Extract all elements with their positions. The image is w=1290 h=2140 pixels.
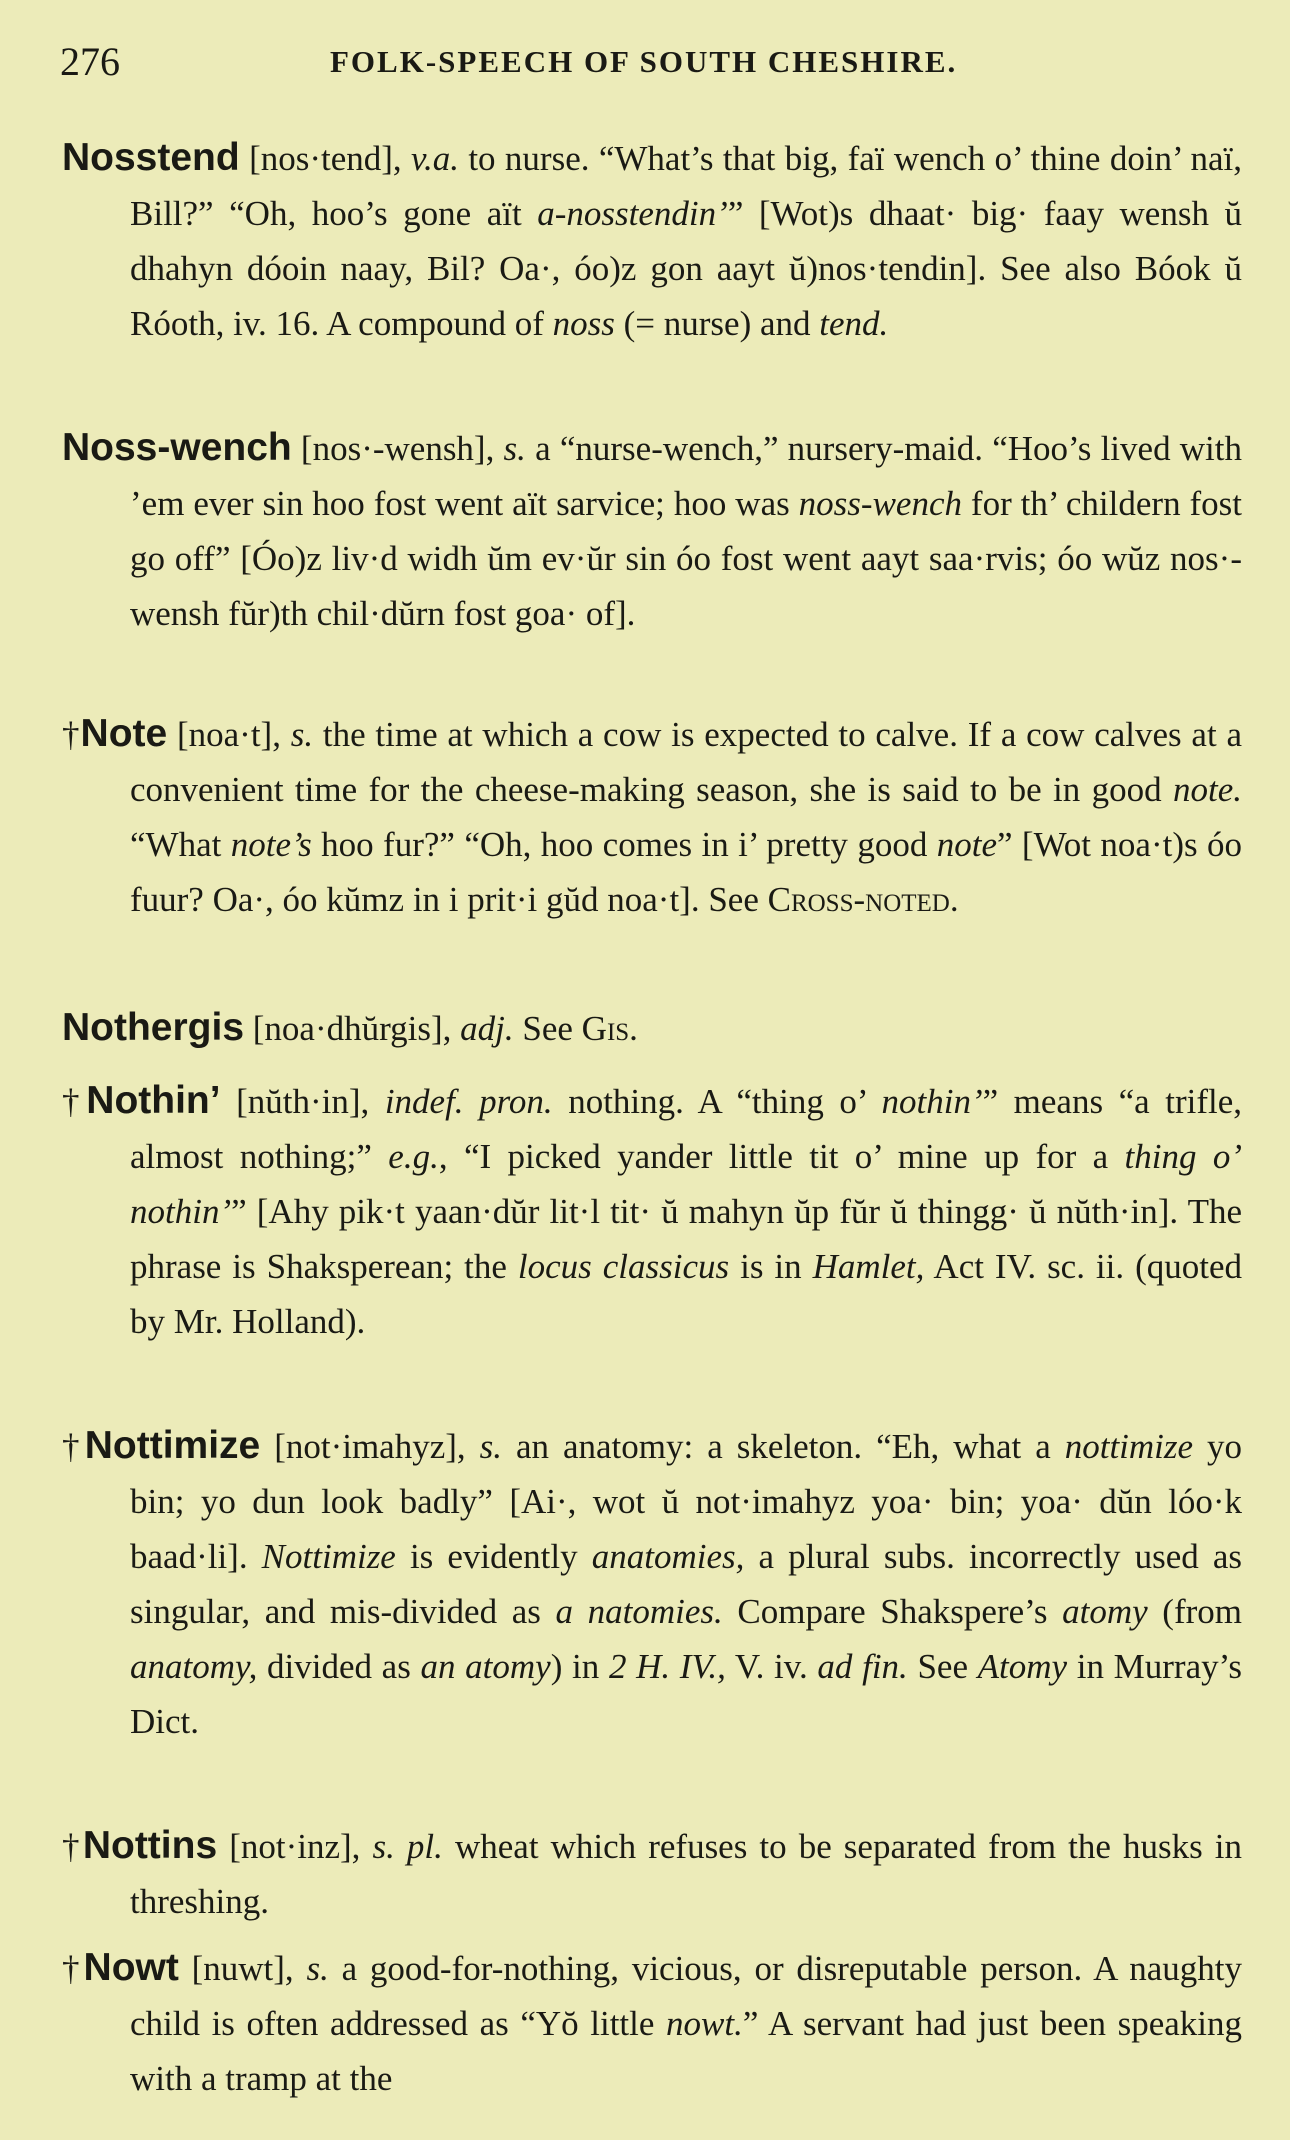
dictionary-entry-nothin [62, 1073, 1242, 1349]
entry-text: ” [Ahy pik·t yaan·dŭr lit·l tit· ŭ mahyn ŭp fŭr ŭ thingg· ŭ nŭth·in]. The phrase is Shaksperean; the [130, 1192, 1242, 1286]
headword: Nosstend [62, 136, 240, 179]
entry-text-italic: atomy [1062, 1592, 1148, 1631]
dagger-mark: † [62, 715, 81, 754]
entry-text: ” [Wot)s dhaat· big· faay wensh ŭ dhahyn dóoin naay, Bil? Oa·, óo)z gon aayt ŭ)nos·tendin]. See also Bóok ŭ Róoth, iv. 16. A compound of [130, 194, 1243, 343]
entry-text: nothing. A “thing o’ [552, 1082, 882, 1121]
entry-text-italic: a-nosstendin’ [537, 194, 728, 233]
dictionary-entry-nottimize [62, 1418, 1242, 1749]
entry-text: a good-for-nothing, vicious, or disreputable person. A naughty child is often addressed as “Yŏ little [130, 1949, 1243, 2043]
entry-text: a plural subs. incorrectly used as singular, and mis-divided as [130, 1537, 1242, 1631]
entry-text: yo bin; yo dun look badly” [Ai·, wot ŭ not·imahyz yoa· bin; yoa· dŭn lóo·k baad·li]. [130, 1427, 1243, 1576]
entry-text-italic: note [936, 825, 997, 864]
entry-text: wheat which refuses to be separated from the husks in threshing. [130, 1827, 1242, 1921]
entry-text-italic: locus classicus [517, 1247, 730, 1286]
entry-text: is in [729, 1247, 813, 1286]
dagger-mark: † [62, 1427, 85, 1466]
entry-text-italic: noss-wench [798, 484, 962, 523]
entry-text: an anatomy: a skeleton. “Eh, what a [502, 1427, 1065, 1466]
headword: Nottins [82, 1824, 218, 1867]
entry-text: V. iv. [725, 1647, 818, 1686]
entry-text-italic: note. [1172, 770, 1242, 809]
entry-text: [noa·dhŭrgis], [244, 1009, 461, 1048]
entry-text-italic: an atomy [420, 1647, 551, 1686]
page-header [60, 38, 1240, 88]
entry-text-italic: e.g. [388, 1137, 439, 1176]
entry-text: is evidently [395, 1537, 592, 1576]
entry-text-italic: Atomy [977, 1647, 1068, 1686]
entry-text: in Murray’s Dict. [130, 1647, 1242, 1741]
dictionary-entry-nothergis [62, 1000, 1242, 1056]
entry-text: hoo fur?” “Oh, hoo comes in i’ pretty good [311, 825, 937, 864]
entry-text-italic: 2 H. IV., [608, 1647, 726, 1686]
headword: Nowt [83, 1946, 179, 1989]
entry-text: [not·inz], [217, 1827, 373, 1866]
dagger-mark: † [62, 1827, 83, 1866]
entry-text: divided as [257, 1647, 421, 1686]
entry-text-italic: Nottimize [261, 1537, 396, 1576]
entry-text-italic: note’s [230, 825, 312, 864]
entry-text: [nŭth·in], [220, 1082, 385, 1121]
entry-text-italic: a natomies. [555, 1592, 723, 1631]
entry-text: “What [130, 825, 231, 864]
entry-text: to nurse. “What’s that big, faï wench o’ thine doin’ naï, Bill?” “Oh, hoo’s gone aït [130, 139, 1242, 233]
entry-text: , “I picked yander little tit o’ mine up for a [438, 1137, 1125, 1176]
headword: Noss-wench [62, 426, 292, 469]
entry-text-italic: nottimize [1064, 1427, 1194, 1466]
entry-text-italic: tend. [819, 304, 889, 343]
dictionary-entry-nowt [62, 1940, 1242, 2106]
entry-text-italic: anatomy, [130, 1647, 258, 1686]
entry-text: [nos·tend], [239, 139, 412, 178]
entry-text-italic: anatomies, [591, 1537, 745, 1576]
entry-text: [noa·t], [167, 715, 291, 754]
entry-text-italic: ad fin. [817, 1647, 908, 1686]
entry-text: (from [1147, 1592, 1242, 1631]
entry-text-italic: indef. pron. [384, 1082, 553, 1121]
dictionary-entry-nottins [62, 1818, 1242, 1929]
running-title: FOLK-SPEECH OF SOUTH CHESHIRE. [330, 44, 958, 79]
entry-text: a “nurse-wench,” nursery-maid. “Hoo’s lived with ’em ever sin hoo fost went aït sarvice; hoo was [130, 429, 1242, 523]
entry-text-italic: adj. [460, 1009, 514, 1048]
page-number: 276 [60, 39, 120, 84]
entry-text: ” A servant had just been speaking with a tramp at the [130, 2004, 1242, 2098]
entry-text: Compare Shakspere’s [722, 1592, 1063, 1631]
entry-text: See [513, 1009, 582, 1048]
entry-text-italic: s. [306, 1949, 329, 1988]
entry-text-italic: s. [479, 1427, 503, 1466]
dagger-mark: † [62, 1949, 84, 1988]
headword: Nothin’ [86, 1079, 221, 1122]
cross-reference: Cross-noted. [767, 880, 959, 919]
headword: Nothergis [62, 1006, 245, 1049]
entry-text: [not·imahyz], [260, 1427, 480, 1466]
entry-text-italic: thing o’ nothin’ [130, 1137, 1243, 1231]
entry-text: ” [Wot noa·t)s óo fuur? Oa·, óo kŭmz in i prit·i gŭd noa·t]. See [130, 825, 1243, 919]
dagger-mark: † [62, 1082, 87, 1121]
entry-text-italic: Hamlet, [812, 1247, 925, 1286]
cross-reference: Gis. [581, 1009, 638, 1048]
entry-text: ” means “a trifle, almost nothing;” [130, 1082, 1242, 1176]
entry-text: the time at which a cow is expected to calve. If a cow calves at a convenient time for the cheese-making season, she is said to be in good [130, 715, 1243, 809]
entry-text-italic: s. [503, 429, 526, 468]
entry-text-italic: s. pl. [372, 1827, 443, 1866]
entry-text: See [907, 1647, 978, 1686]
headword: Note [80, 712, 168, 755]
dictionary-entry-nosstend [62, 130, 1242, 351]
entry-text: ) in [550, 1647, 609, 1686]
entry-text: [nuwt], [178, 1949, 307, 1988]
dictionary-entry-noss-wench [62, 420, 1242, 641]
entry-text: [nos·-wensh], [291, 429, 504, 468]
entry-text-italic: nowt. [666, 2004, 743, 2043]
entry-text-italic: v.a. [411, 139, 459, 178]
entry-text-italic: nothin’ [881, 1082, 983, 1121]
entry-text-italic: s. [290, 715, 314, 754]
entry-text: (= nurse) and [614, 304, 820, 343]
entry-text: for th’ childern fost go off” [Óo)z liv·d widh ŭm ev·ŭr sin óo fost went aayt saa·rvis; óo wŭz nos·-wensh fŭr)th chil·dŭrn fost goa· of]. [130, 484, 1243, 633]
dictionary-entry-note [62, 706, 1242, 927]
entry-text-italic: noss [552, 304, 615, 343]
headword: Nottimize [84, 1424, 261, 1467]
entry-text: Act IV. sc. ii. (quoted by Mr. Holland). [130, 1247, 1243, 1341]
